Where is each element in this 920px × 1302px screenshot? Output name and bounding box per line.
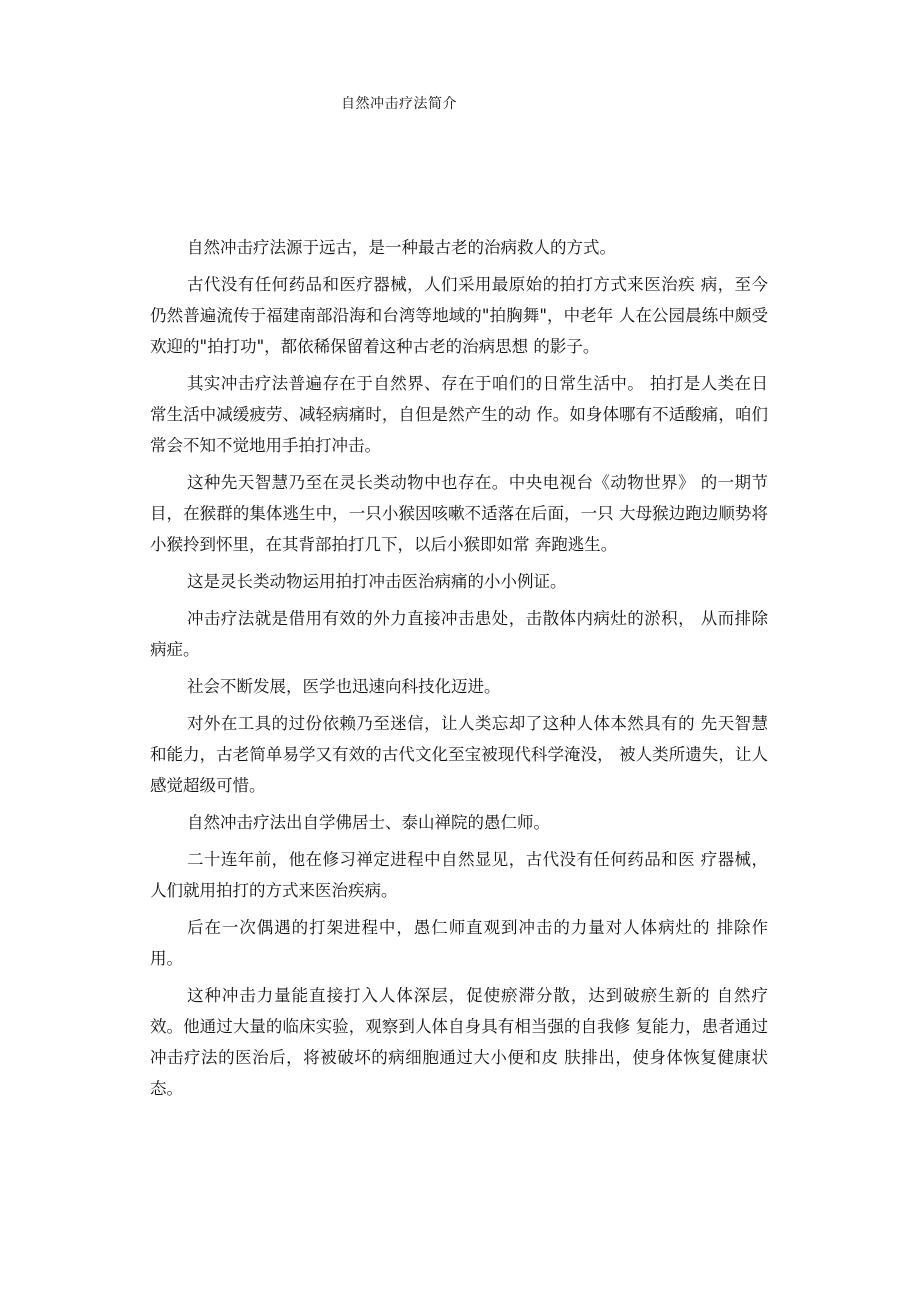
document-title: 自然冲击疗法简介 xyxy=(341,96,457,112)
paragraph: 自然冲击疗法源于远古，是一种最古老的治病救人的方式。 xyxy=(187,238,616,257)
paragraph: 古代没有任何药品和医疗器械，人们采用最原始的拍打方式来医治疾 病，至今仍然普遍流传于福建南部沿海和台湾等地域的"拍胸舞"，中老年 人在公园晨练中颇受欢迎的"拍打功"，都依稀保留着这种古老的治病思想 的影子。 xyxy=(150,275,768,356)
paragraph: 其实冲击疗法普遍存在于自然界、存在于咱们的日常生活中。 拍打是人类在日常生活中减缓疲劳、减轻病痛时，自但是然产生的动 作。如身体哪有不适酸痛，咱们常会不知不觉地用手拍打冲击。 xyxy=(150,374,768,455)
paragraph: 这种先天智慧乃至在灵长类动物中也存在。中央电视台《动物世界》 的一期节目，在猴群的集体逃生中，一只小猴因咳嗽不适落在后面，一只 大母猴边跑边顺势将小猴拎到怀里，在其背部拍打几下，以后小猴即如常 奔跑逃生。 xyxy=(150,473,768,554)
paragraph: 这种冲击力量能直接打入人体深层，促使瘀滞分散，达到破瘀生新的 自然疗效。他通过大量的临床实验，观察到人体自身具有相当强的自我修 复能力，患者通过冲击疗法的医治后，将被破坏的病细胞通过大小便和皮 肤排出，使身体恢复健康状态。 xyxy=(150,986,768,1098)
paragraph: 冲击疗法就是借用有效的外力直接冲击患处，击散体内病灶的淤积， 从而排除病症。 xyxy=(150,609,768,659)
document-body xyxy=(150,232,768,1110)
paragraph: 后在一次偶遇的打架进程中，愚仁师直观到冲击的力量对人体病灶的 排除作用。 xyxy=(150,918,768,968)
paragraph: 自然冲击疗法出自学佛居士、泰山禅院的愚仁师。 xyxy=(187,813,550,832)
paragraph: 这是灵长类动物运用拍打冲击医治病痛的小小例证。 xyxy=(187,572,567,591)
paragraph: 对外在工具的过份依赖乃至迷信，让人类忘却了这种人体本然具有的 先天智慧和能力，古老简单易学又有效的古代文化至宝被现代科学淹没， 被人类所遗失，让人感觉超级可惜。 xyxy=(150,714,768,795)
paragraph: 社会不断发展，医学也迅速向科技化迈进。 xyxy=(187,677,501,696)
paragraph: 二十连年前，他在修习禅定进程中自然显见，古代没有任何药品和医 疗器械，人们就用拍打的方式来医治疾病。 xyxy=(150,850,768,900)
